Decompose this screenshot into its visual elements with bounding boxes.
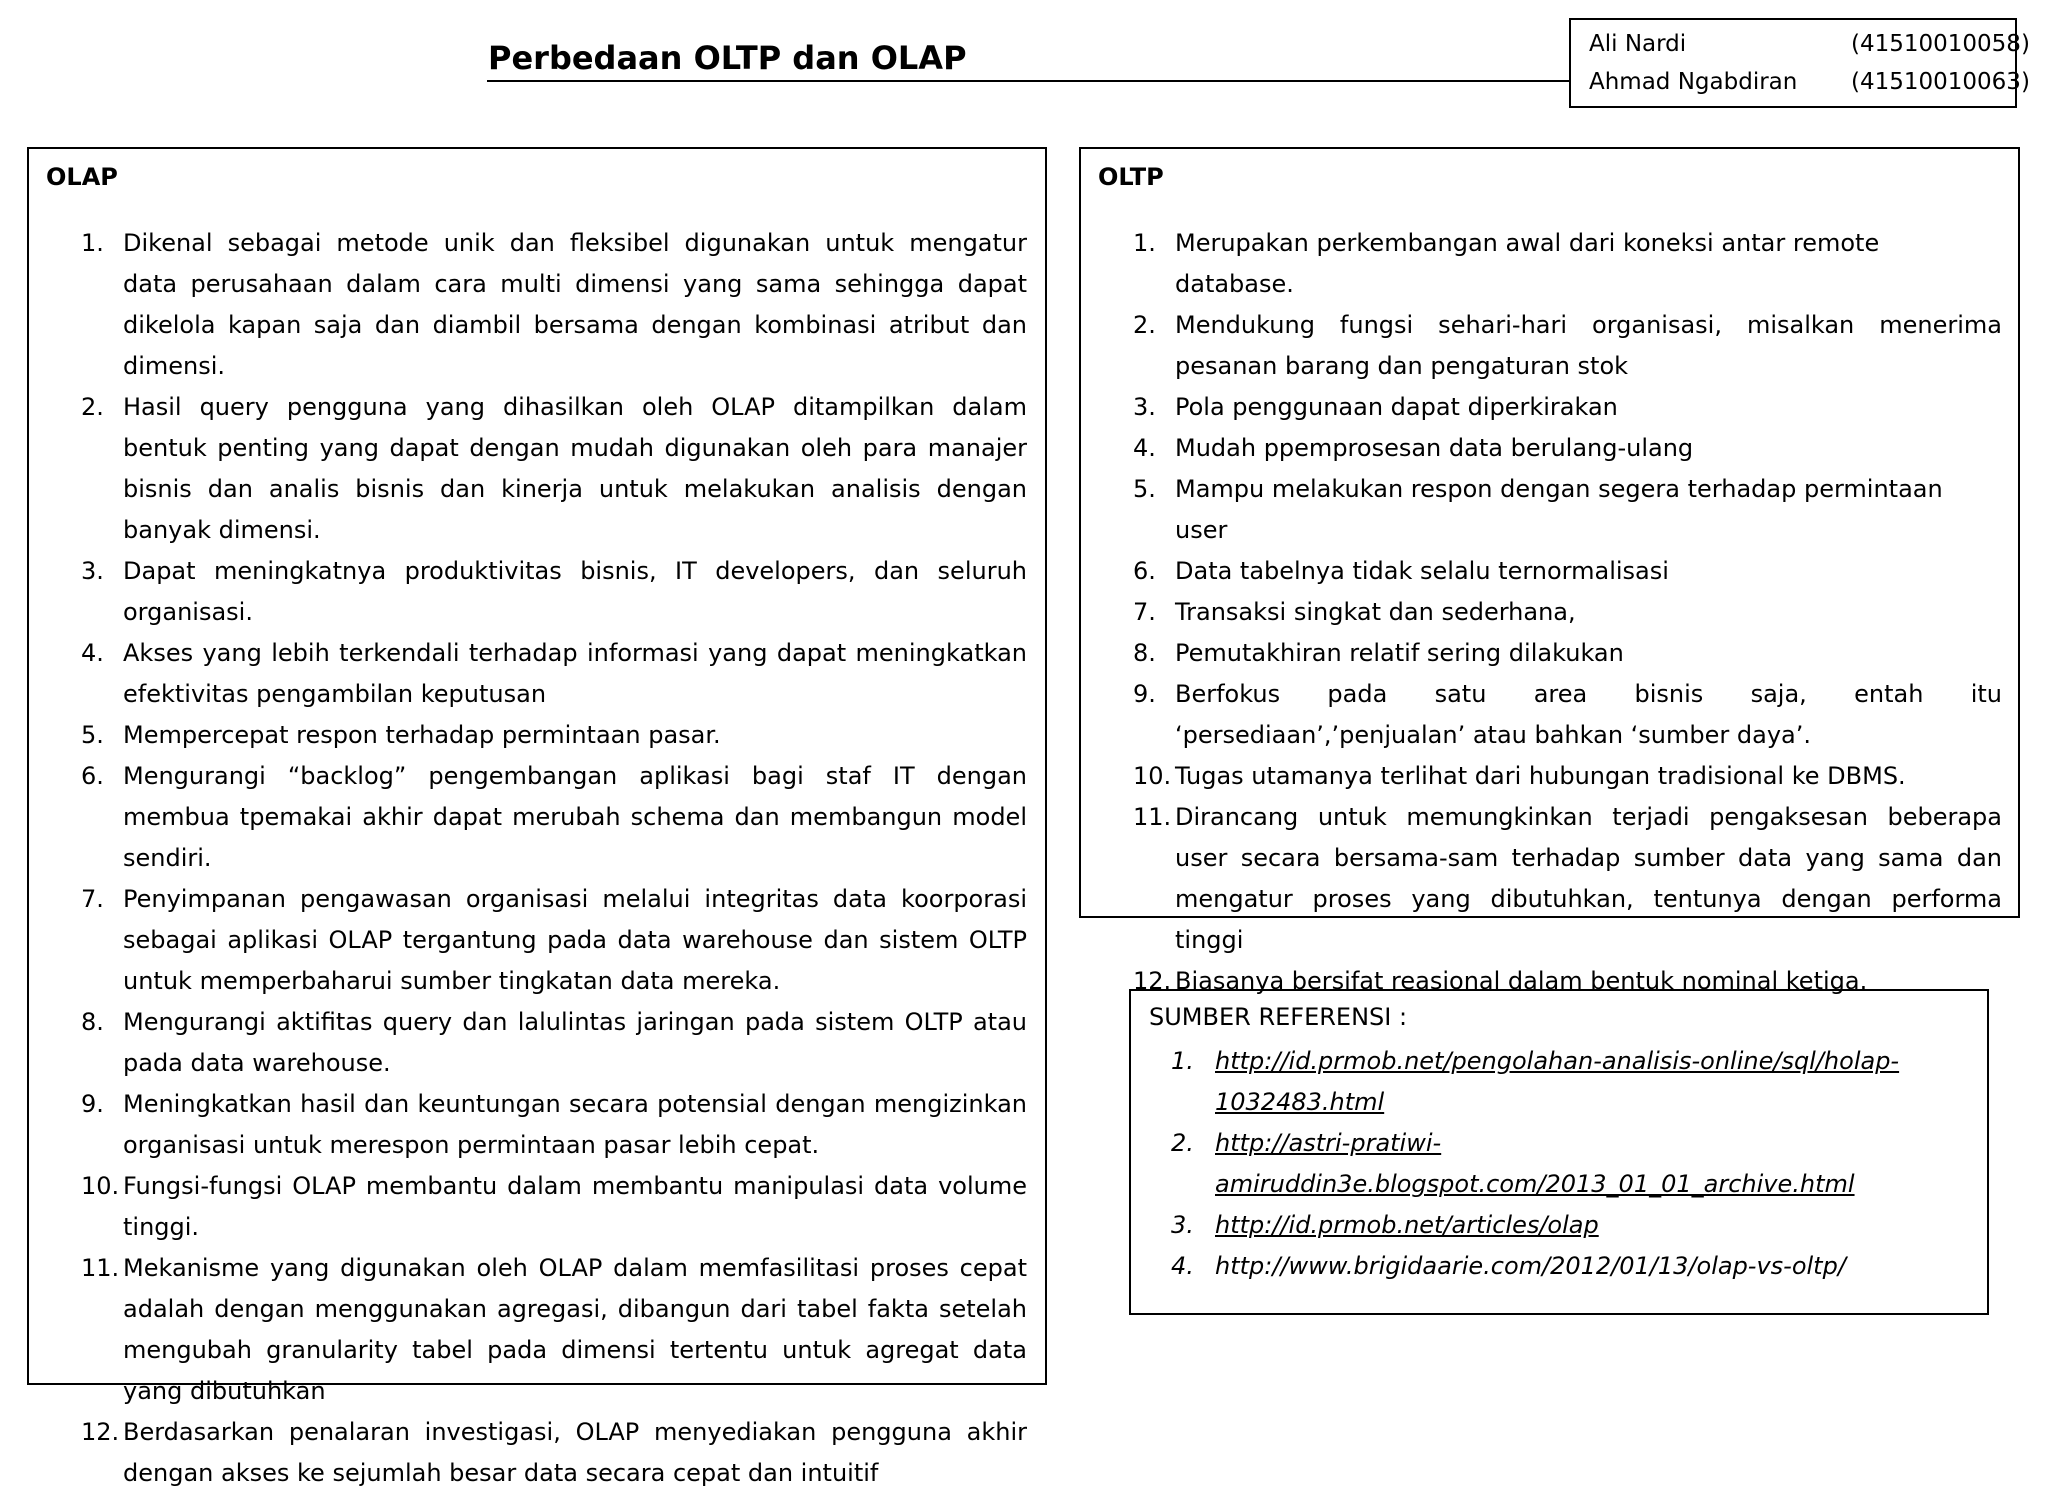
item-text: Dikenal sebagai metode unik dan fleksibel digunakan untuk mengatur data perusahaan dalam cara multi dimensi yang sama sehingga dapat dikelola kapan saja dan diambil bersama dengan kombinasi atribut dan dimensi. [123,229,1027,380]
item-text: Akses yang lebih terkendali terhadap informasi yang dapat meningkatkan efektivitas pengambilan keputusan [123,639,1027,708]
item-number: 6. [1133,557,1156,585]
item-text: Data tabelnya tidak selalu ternormalisasi [1175,557,1669,585]
list-item [81,387,1027,551]
item-text: Mengurangi aktifitas query dan lalulintas jaringan pada sistem OLTP atau pada data warehouse. [123,1008,1027,1077]
page-title: Perbedaan OLTP dan OLAP [488,39,967,77]
list-item [1133,797,2002,961]
item-number: 1. [1171,1047,1194,1075]
item-text: Pola penggunaan dapat diperkirakan [1175,393,1618,421]
author-name: Ali Nardi [1589,31,1687,57]
list-item [81,1084,1027,1166]
item-text: Mudah ppemprosesan data berulang-ulang [1175,434,1694,462]
author-nim: (41510010063) [1851,69,2030,95]
item-text: Meningkatkan hasil dan keuntungan secara potensial dengan mengizinkan organisasi untuk merespon permintaan pasar lebih cepat. [123,1090,1027,1159]
list-item [1133,428,2002,469]
authors-box [1569,18,2030,108]
item-text: Mempercepat respon terhadap permintaan pasar. [123,721,721,749]
item-text: Penyimpanan pengawasan organisasi melalui integritas data koorporasi sebagai aplikasi OLAP tergantung pada data warehouse dan sistem OLTP untuk memperbaharui sumber tingkatan data mereka. [123,885,1027,995]
item-text: Berdasarkan penalaran investigasi, OLAP menyediakan pengguna akhir dengan akses ke sejumlah besar data secara cepat dan intuitif [123,1418,1027,1487]
item-number: 8. [1133,639,1156,667]
list-item [81,1166,1027,1248]
list-item [81,223,1027,387]
item-number: 5. [1133,475,1156,503]
item-number: 2. [81,393,104,421]
item-number: 3. [81,557,104,585]
list-item [1133,633,2002,674]
references-list [1171,1041,1977,1287]
list-item [1133,305,2002,387]
item-text: Mendukung fungsi sehari-hari organisasi, misalkan menerima pesanan barang dan pengaturan stok [1175,311,2002,380]
item-number: 4. [81,639,104,667]
author-row [1589,69,2030,99]
item-text: Tugas utamanya terlihat dari hubungan tradisional ke DBMS. [1175,762,1906,790]
oltp-heading: OLTP [1098,163,1164,191]
author-name: Ahmad Ngabdiran [1589,69,1798,95]
item-number: 2. [1133,311,1156,339]
item-number: 7. [1133,598,1156,626]
item-number: 4. [1171,1252,1194,1280]
item-text: Pemutakhiran relatif sering dilakukan [1175,639,1624,667]
item-number: 10. [81,1172,120,1200]
item-number: 9. [1133,680,1156,708]
list-item [1133,674,2002,756]
list-item [1133,756,2002,797]
item-text: Fungsi-fungsi OLAP membantu dalam membantu manipulasi data volume tinggi. [123,1172,1027,1241]
item-number: 12. [81,1418,120,1446]
reference-link[interactable]: http://id.prmob.net/pengolahan-analisis-online/sql/holap-1032483.html [1215,1047,1900,1116]
oltp-list [1133,223,2002,1002]
list-item [81,715,1027,756]
item-number: 5. [81,721,104,749]
list-item [1133,223,2002,305]
reference-link[interactable]: http://astri-pratiwi-amiruddin3e.blogspot.com/2013_01_01_archive.html [1215,1129,1855,1198]
item-text: Dapat meningkatnya produktivitas bisnis, IT developers, dan seluruh organisasi. [123,557,1027,626]
item-number: 1. [81,229,104,257]
list-item [81,879,1027,1002]
item-number: 9. [81,1090,104,1118]
item-text: Hasil query pengguna yang dihasilkan oleh OLAP ditampilkan dalam bentuk penting yang dapat dengan mudah digunakan oleh para manajer bisnis dan analis bisnis dan kinerja untuk melakukan analisis dengan banyak dimensi. [123,393,1027,544]
item-text: Berfokus pada satu area bisnis saja, entah itu ‘persediaan’,’penjualan’ atau bahkan ‘sumber daya’. [1175,680,2002,749]
list-item [1133,469,2002,551]
item-number: 12. [1133,967,1172,995]
reference-item [1171,1246,1977,1287]
item-text: Merupakan perkembangan awal dari koneksi antar remote database. [1175,229,1880,298]
list-item [81,1248,1027,1412]
references-panel [1129,989,1989,1315]
oltp-panel [1079,147,2020,995]
olap-heading: OLAP [46,163,118,191]
item-number: 8. [81,1008,104,1036]
list-item [81,756,1027,879]
item-text: Mampu melakukan respon dengan segera terhadap permintaan user [1175,475,1943,544]
item-number: 6. [81,762,104,790]
item-number: 3. [1171,1211,1194,1239]
list-item [81,1002,1027,1084]
reference-item [1171,1123,1977,1205]
item-text: Mengurangi “backlog” pengembangan aplikasi bagi staf IT dengan membua tpemakai akhir dapat merubah schema dan membangun model sendiri. [123,762,1027,872]
item-number: 1. [1133,229,1156,257]
item-number: 11. [81,1254,120,1282]
references-heading: SUMBER REFERENSI : [1149,1003,1408,1031]
list-item [81,633,1027,715]
item-number: 4. [1133,434,1156,462]
reference-item [1171,1205,1977,1246]
reference-item [1171,1041,1977,1123]
olap-panel [27,147,1047,1487]
item-text: Biasanya bersifat reasional dalam bentuk nominal ketiga. [1175,967,1868,995]
title-underline [487,80,1570,82]
author-row [1589,31,2030,61]
item-text: Transaksi singkat dan sederhana, [1175,598,1576,626]
item-text: Mekanisme yang digunakan oleh OLAP dalam memfasilitasi proses cepat adalah dengan menggunakan agregasi, dibangun dari tabel fakta setelah mengubah granularity tabel pada dimensi tertentu untuk agregat data yang dibutuhkan [123,1254,1027,1405]
list-item [1133,551,2002,592]
olap-list [81,223,1027,1494]
item-number: 3. [1133,393,1156,421]
item-number: 10. [1133,762,1172,790]
list-item [81,551,1027,633]
item-number: 11. [1133,803,1172,831]
author-nim: (41510010058) [1851,31,2030,57]
list-item [81,1412,1027,1494]
item-text: Dirancang untuk memungkinkan terjadi pengaksesan beberapa user secara bersama-sam terhadap sumber data yang sama dan mengatur proses yang dibutuhkan, tentunya dengan performa tinggi [1175,803,2002,954]
item-number: 7. [81,885,104,913]
item-number: 2. [1171,1129,1194,1157]
list-item [1133,387,2002,428]
list-item [1133,592,2002,633]
reference-link[interactable]: http://www.brigidaarie.com/2012/01/13/olap-vs-oltp/ [1215,1252,1846,1280]
reference-link[interactable]: http://id.prmob.net/articles/olap [1215,1211,1599,1239]
